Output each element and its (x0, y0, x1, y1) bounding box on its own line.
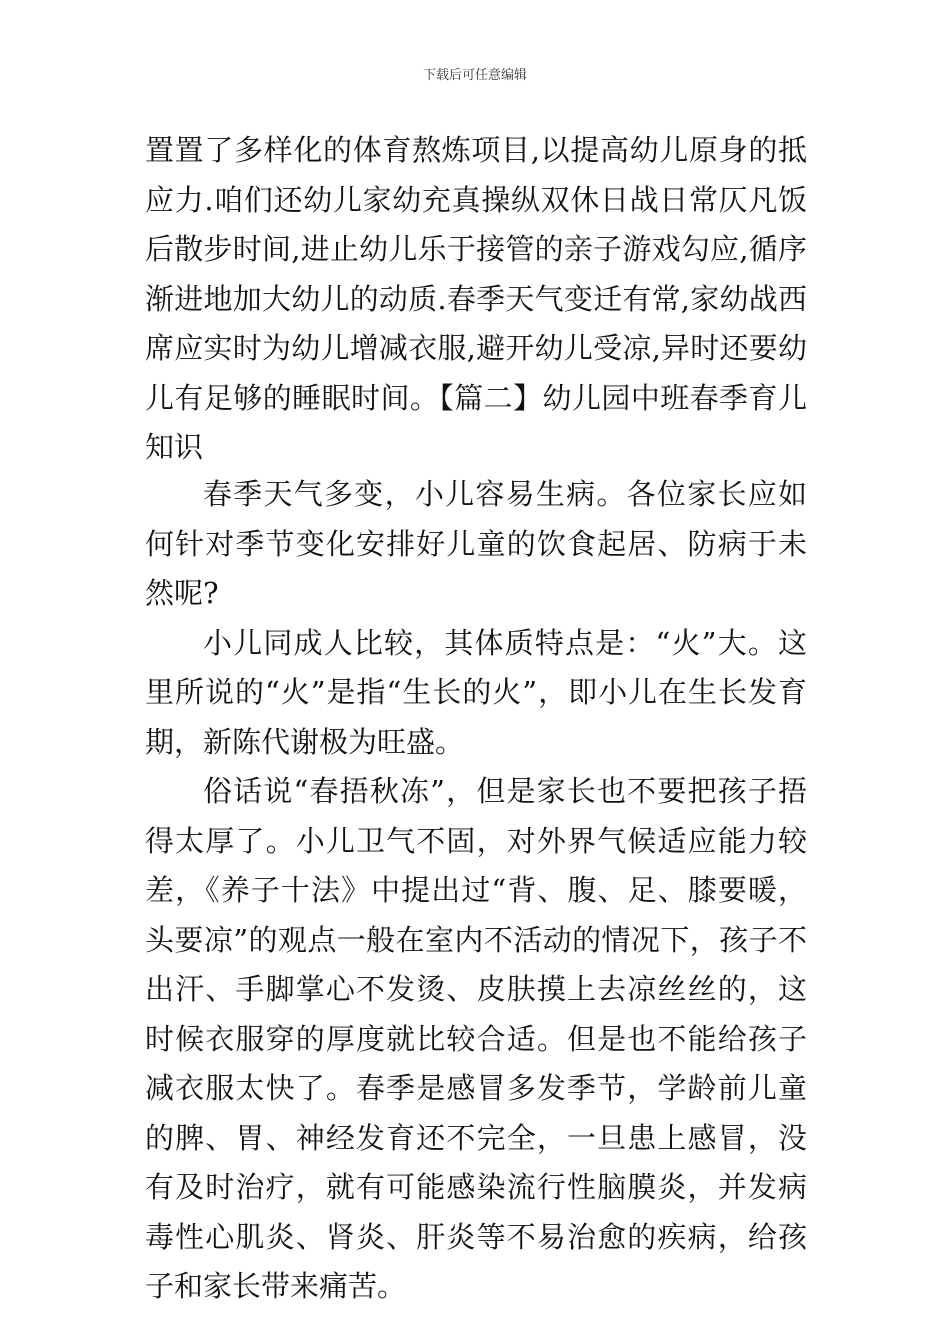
page-header-note: 下载后可任意编辑 (422, 68, 527, 83)
body-paragraph-3: 俗话说“春捂秋冻”，但是家长也不要把孩子捂得太厚了。小儿卫气不固，对外界气候适应能力较差，《养子十法》中提出过“背、腹、足、膝要暖，头要凉”的观点一般在室内不活动的情况下，孩子不出汗、手脚掌心不发烫、皮肤摸上去凉丝丝的，这时候衣服穿的厚度就比较合适。但是也不能给孩子减衣服太快了。春季是感冒多发季节，学龄前儿童的脾、胃、神经发育还不完全，一旦患上感冒，没有及时治疗，就有可能感染流行性脑膜炎，并发病毒性心肌炎、肾炎、肝炎等不易治愈的疾病，给孩子和家长带来痛苦。 (145, 774, 807, 1303)
body-paragraph-continued: 置置了多样化的体育熬炼项目,以提高幼儿原身的抵应力.咱们还幼儿家幼充真操纵双休日战日常仄凡饭后散步时间,进止幼儿乐于接管的亲子游戏勾应,循序渐进地加大幼儿的动质.春季天气变迁有常,家幼战西席应实时为幼儿增减衣服,避开幼儿受凉,异时还要幼儿有足够的睡眠时间。【篇二】幼儿园中班春季育儿知识 (145, 133, 807, 464)
article-section (145, 470, 807, 1312)
body-paragraph-1: 春季天气多变，小儿容易生病。各位家长应如何针对季节变化安排好儿童的饮食起居、防病于未然呢? (145, 477, 807, 610)
body-paragraph-2: 小儿同成人比较，其体质特点是：“火”大。这里所说的“火”是指“生长的火”，即小儿在生长发育期，新陈代谢极为旺盛。 (145, 625, 807, 759)
